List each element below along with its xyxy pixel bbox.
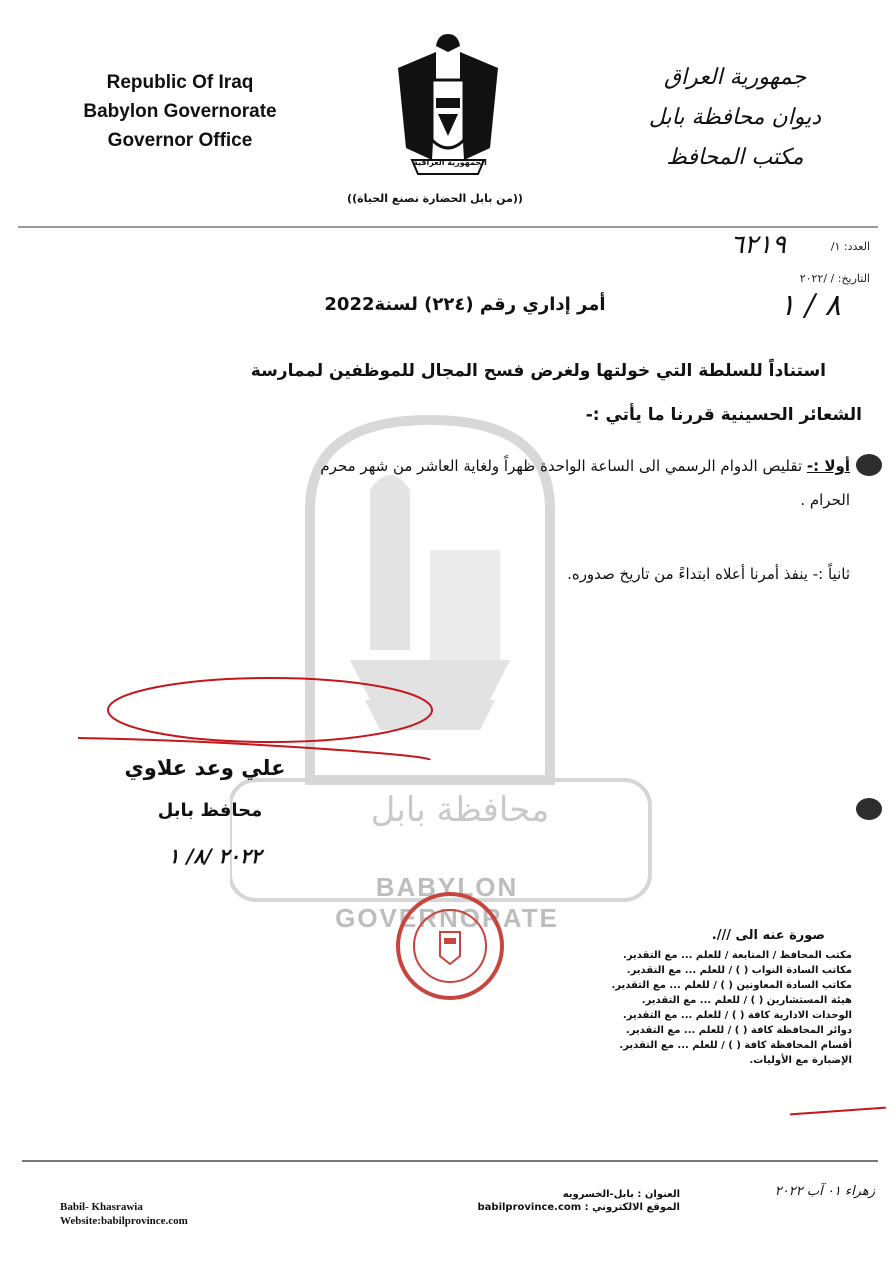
copy-line: الإضبارة مع الأوليات. — [749, 1055, 852, 1066]
copies-list — [560, 948, 852, 1068]
number-value: ٦٢١٩ — [730, 230, 786, 260]
second-item: ثانياً :- ينفذ أمرنا أعلاه ابتداءً من تاريخ صدوره. — [567, 565, 850, 583]
watermark-arabic: محافظة بابل — [370, 790, 550, 830]
copies-heading: صورة عنه الى ///. — [711, 928, 825, 943]
copy-line: أقسام المحافظة كافة ( ) / للعلم ... مع التقدير. — [619, 1040, 852, 1051]
signature-date: ٢٠٢٢ /٨/ ١ — [168, 844, 262, 868]
header-divider — [18, 226, 878, 228]
en-line-office: Governor Office — [107, 130, 253, 151]
footer-website-ar: الموقع الالكتروني : babilprovince.com — [477, 1202, 680, 1213]
emblem-label: الجمهورية العراقية — [413, 158, 487, 167]
footer-address-en: Babil- Khasrawia — [60, 1201, 143, 1213]
ar-line-country: جمهورية العراق — [663, 65, 807, 90]
date-label: التاريخ: / /٢٠٢٢ — [799, 272, 870, 285]
signatory-title: محافظ بابل — [157, 800, 263, 821]
copy-line: الوحدات الادارية كافة ( ) / للعلم ... مع التقدير. — [622, 1010, 852, 1021]
english-letterhead — [70, 68, 290, 155]
number-label: العدد: ١/ — [830, 240, 870, 253]
date-handwritten: ٨ / ١ — [779, 288, 841, 323]
punch-hole — [856, 454, 882, 476]
intro-line-2: الشعائر الحسينية قررنا ما يأتي :- — [585, 405, 862, 425]
copy-line: مكاتب السادة المعاونين ( ) / للعلم ... مع التقدير. — [611, 980, 852, 991]
iraq-emblem-icon — [392, 28, 504, 178]
arabic-letterhead — [640, 58, 830, 178]
watermark-english: BABYLON GOVERNORATE — [335, 872, 559, 933]
footer-website-en: Website:babilprovince.com — [60, 1215, 188, 1227]
signatory-name: علي وعد علاوي — [124, 756, 286, 780]
footer-arabic — [450, 1188, 680, 1214]
first-item — [50, 450, 850, 482]
red-pen-stroke — [790, 1107, 886, 1116]
footer-english — [60, 1200, 280, 1228]
first-item-continued: الحرام . — [800, 491, 850, 509]
copy-line: مكاتب السادة النواب ( ) / للعلم ... مع التقدير. — [626, 965, 852, 976]
ar-line-office: مكتب المحافظ — [666, 145, 804, 170]
en-line-country: Republic Of Iraq — [106, 72, 254, 93]
footer-divider — [22, 1160, 878, 1162]
punch-hole — [856, 798, 882, 820]
copy-line: مكتب المحافظ / المتابعة / للعلم ... مع التقدير. — [623, 950, 852, 961]
copy-line: هيئة المستشارين ( ) / للعلم ... مع التقدير. — [641, 995, 852, 1006]
handwritten-note: زهراء ٠١ آب ٢٠٢٢ — [774, 1184, 875, 1199]
first-item-text: تقليص الدوام الرسمي الى الساعة الواحدة ظهراً ولغاية العاشر من شهر محرم — [320, 457, 803, 475]
en-line-governorate: Babylon Governorate — [83, 101, 277, 122]
intro-line-1: استناداً للسلطة التي خولتها ولغرض فسح المجال للموظفين لممارسة — [250, 361, 826, 381]
footer-address-ar: العنوان : بابل-الخسرويه — [562, 1189, 680, 1200]
motto: ((من بابل الحضارة نصنع الحياة)) — [347, 192, 523, 205]
order-title: أمر إداري رقم (٢٢٤) لسنة2022 — [324, 294, 606, 315]
official-stamp — [380, 884, 520, 1004]
first-item-label: أولا :- — [806, 457, 850, 475]
copy-line: دوائر المحافظة كافة ( ) / للعلم ... مع التقدير. — [625, 1025, 852, 1036]
ar-line-governorate: ديوان محافظة بابل — [648, 105, 822, 130]
